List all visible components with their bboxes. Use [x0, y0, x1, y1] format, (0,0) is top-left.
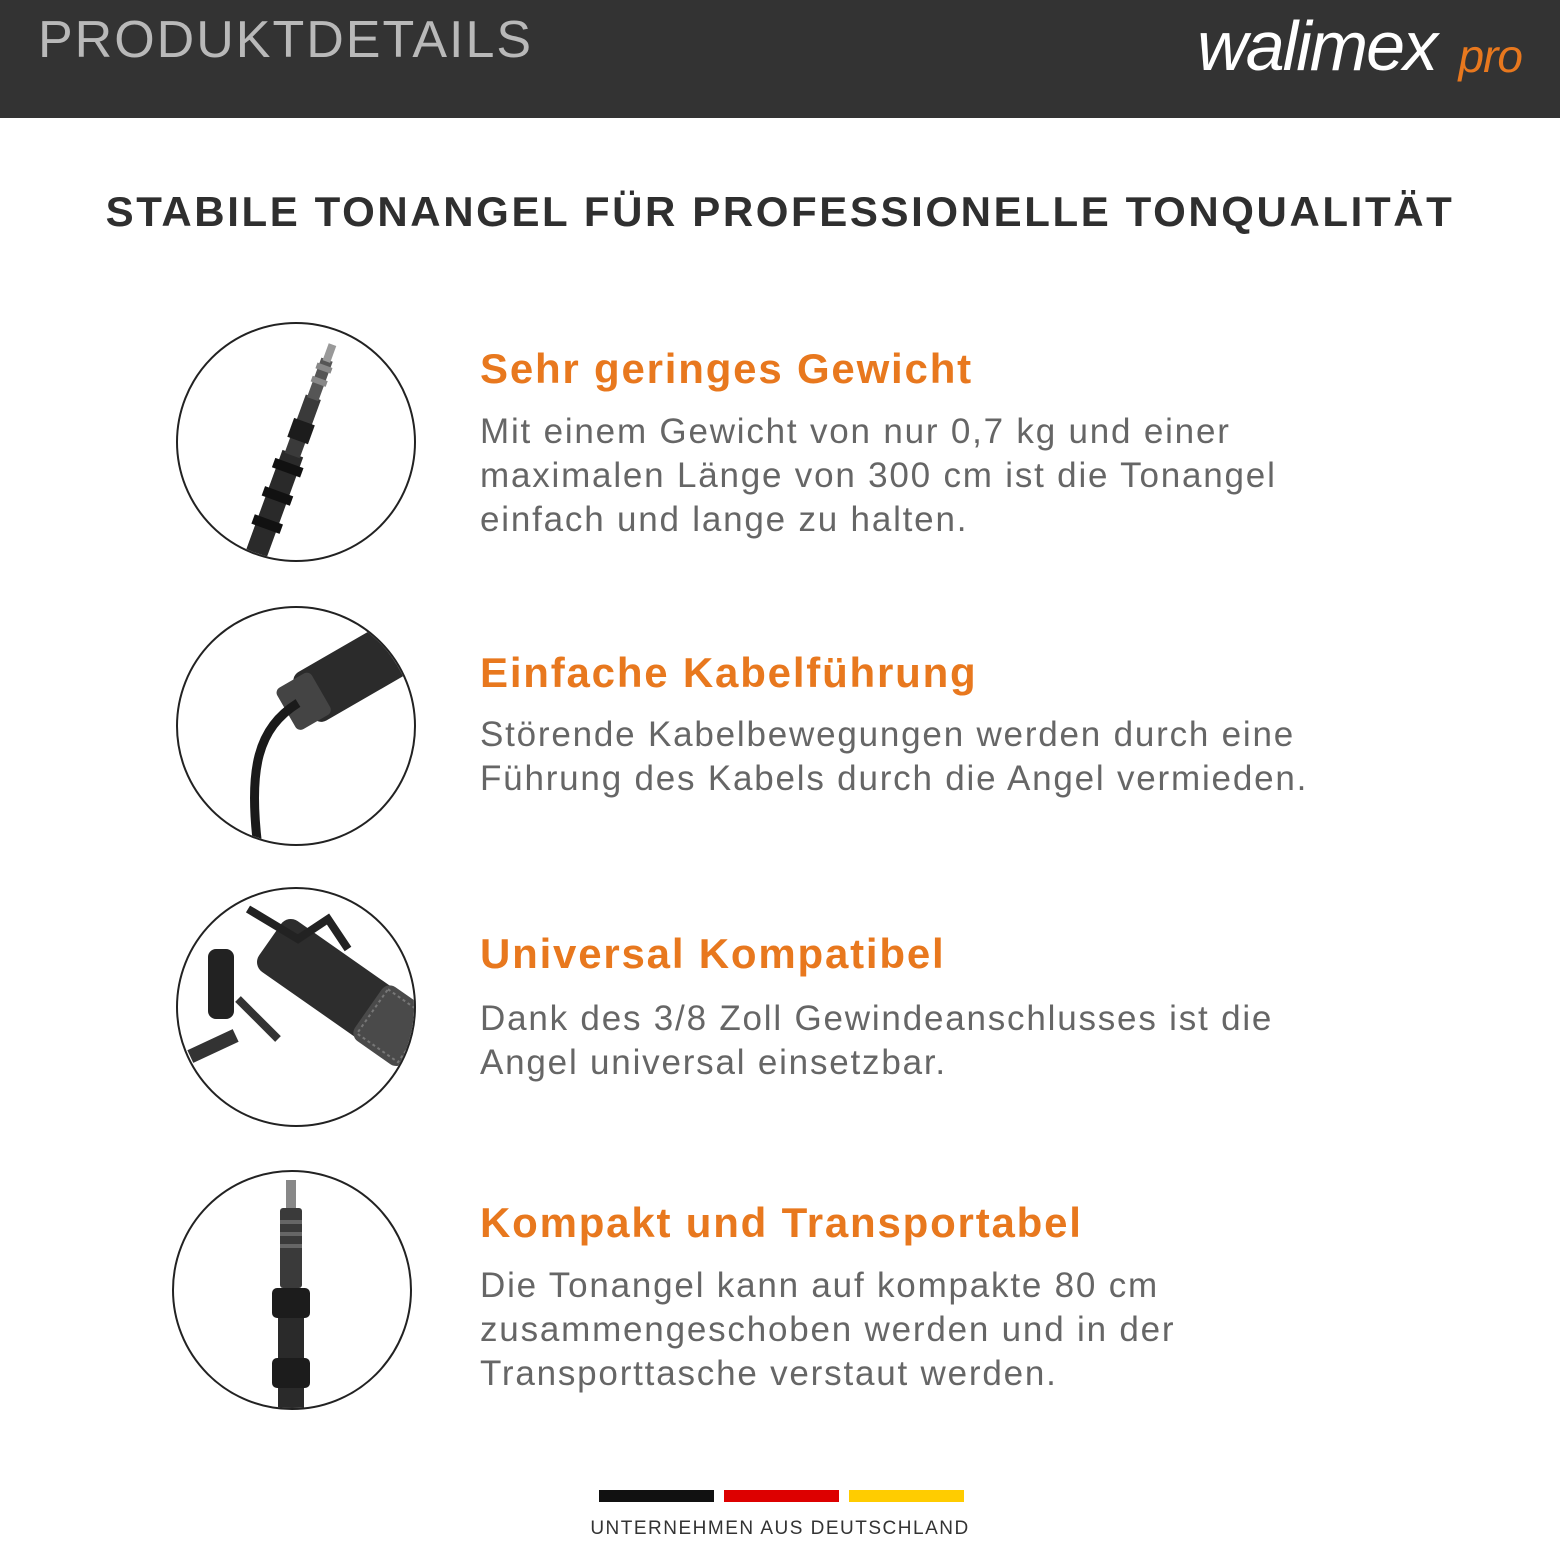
feature-description-line: Störende Kabelbewegungen werden durch eine: [480, 715, 1296, 754]
feature-title: Sehr geringes Gewicht: [480, 345, 973, 392]
feature-title: Kompakt und Transportabel: [480, 1199, 1083, 1246]
cable-handle-icon: [176, 606, 416, 846]
footer-text: UNTERNEHMEN AUS DEUTSCHLAND: [590, 1518, 970, 1539]
headline: STABILE TONANGEL FÜR PROFESSIONELLE TONQUALITÄT: [105, 188, 1455, 235]
logo-wordmark: walimex: [1197, 7, 1436, 85]
feature-title: Einfache Kabelführung: [480, 649, 978, 696]
feature-description-line: maximalen Länge von 300 cm ist die Tonangel: [480, 456, 1277, 495]
feature-title: Universal Kompatibel: [480, 930, 946, 977]
feature-description-line: zusammengeschoben werden und in der: [480, 1310, 1176, 1349]
feature-description-line: Führung des Kabels durch die Angel vermieden.: [480, 759, 1309, 798]
logo-suffix: pro: [1458, 30, 1522, 82]
feature-description: [480, 997, 1520, 1085]
telescopic-boom-tip-icon: [176, 322, 416, 562]
header-bar: [0, 0, 1560, 118]
feature-description-line: Angel universal einsetzbar.: [480, 1043, 947, 1082]
flag-bar-gold: [849, 1490, 964, 1502]
flag-bar-red: [724, 1490, 839, 1502]
feature-description-line: Transporttasche verstaut werden.: [480, 1354, 1058, 1393]
feature-description-line: Die Tonangel kann auf kompakte 80 cm: [480, 1266, 1159, 1305]
flag-bar-black: [599, 1490, 714, 1502]
feature-description-line: Mit einem Gewicht von nur 0,7 kg und einer: [480, 412, 1231, 451]
feature-description: [480, 1264, 1520, 1396]
feature-description: [480, 410, 1520, 542]
feature-description: [480, 713, 1520, 801]
feature-description-line: einfach und lange zu halten.: [480, 500, 969, 539]
page-title: PRODUKTDETAILS: [38, 11, 534, 69]
feature-description-line: Dank des 3/8 Zoll Gewindeanschlusses ist die: [480, 999, 1274, 1038]
german-flag-bars: [599, 1490, 964, 1502]
collapsed-boom-icon: [172, 1170, 412, 1410]
brand-logo: [1162, 6, 1522, 86]
microphone-shock-mount-icon: [176, 887, 416, 1127]
